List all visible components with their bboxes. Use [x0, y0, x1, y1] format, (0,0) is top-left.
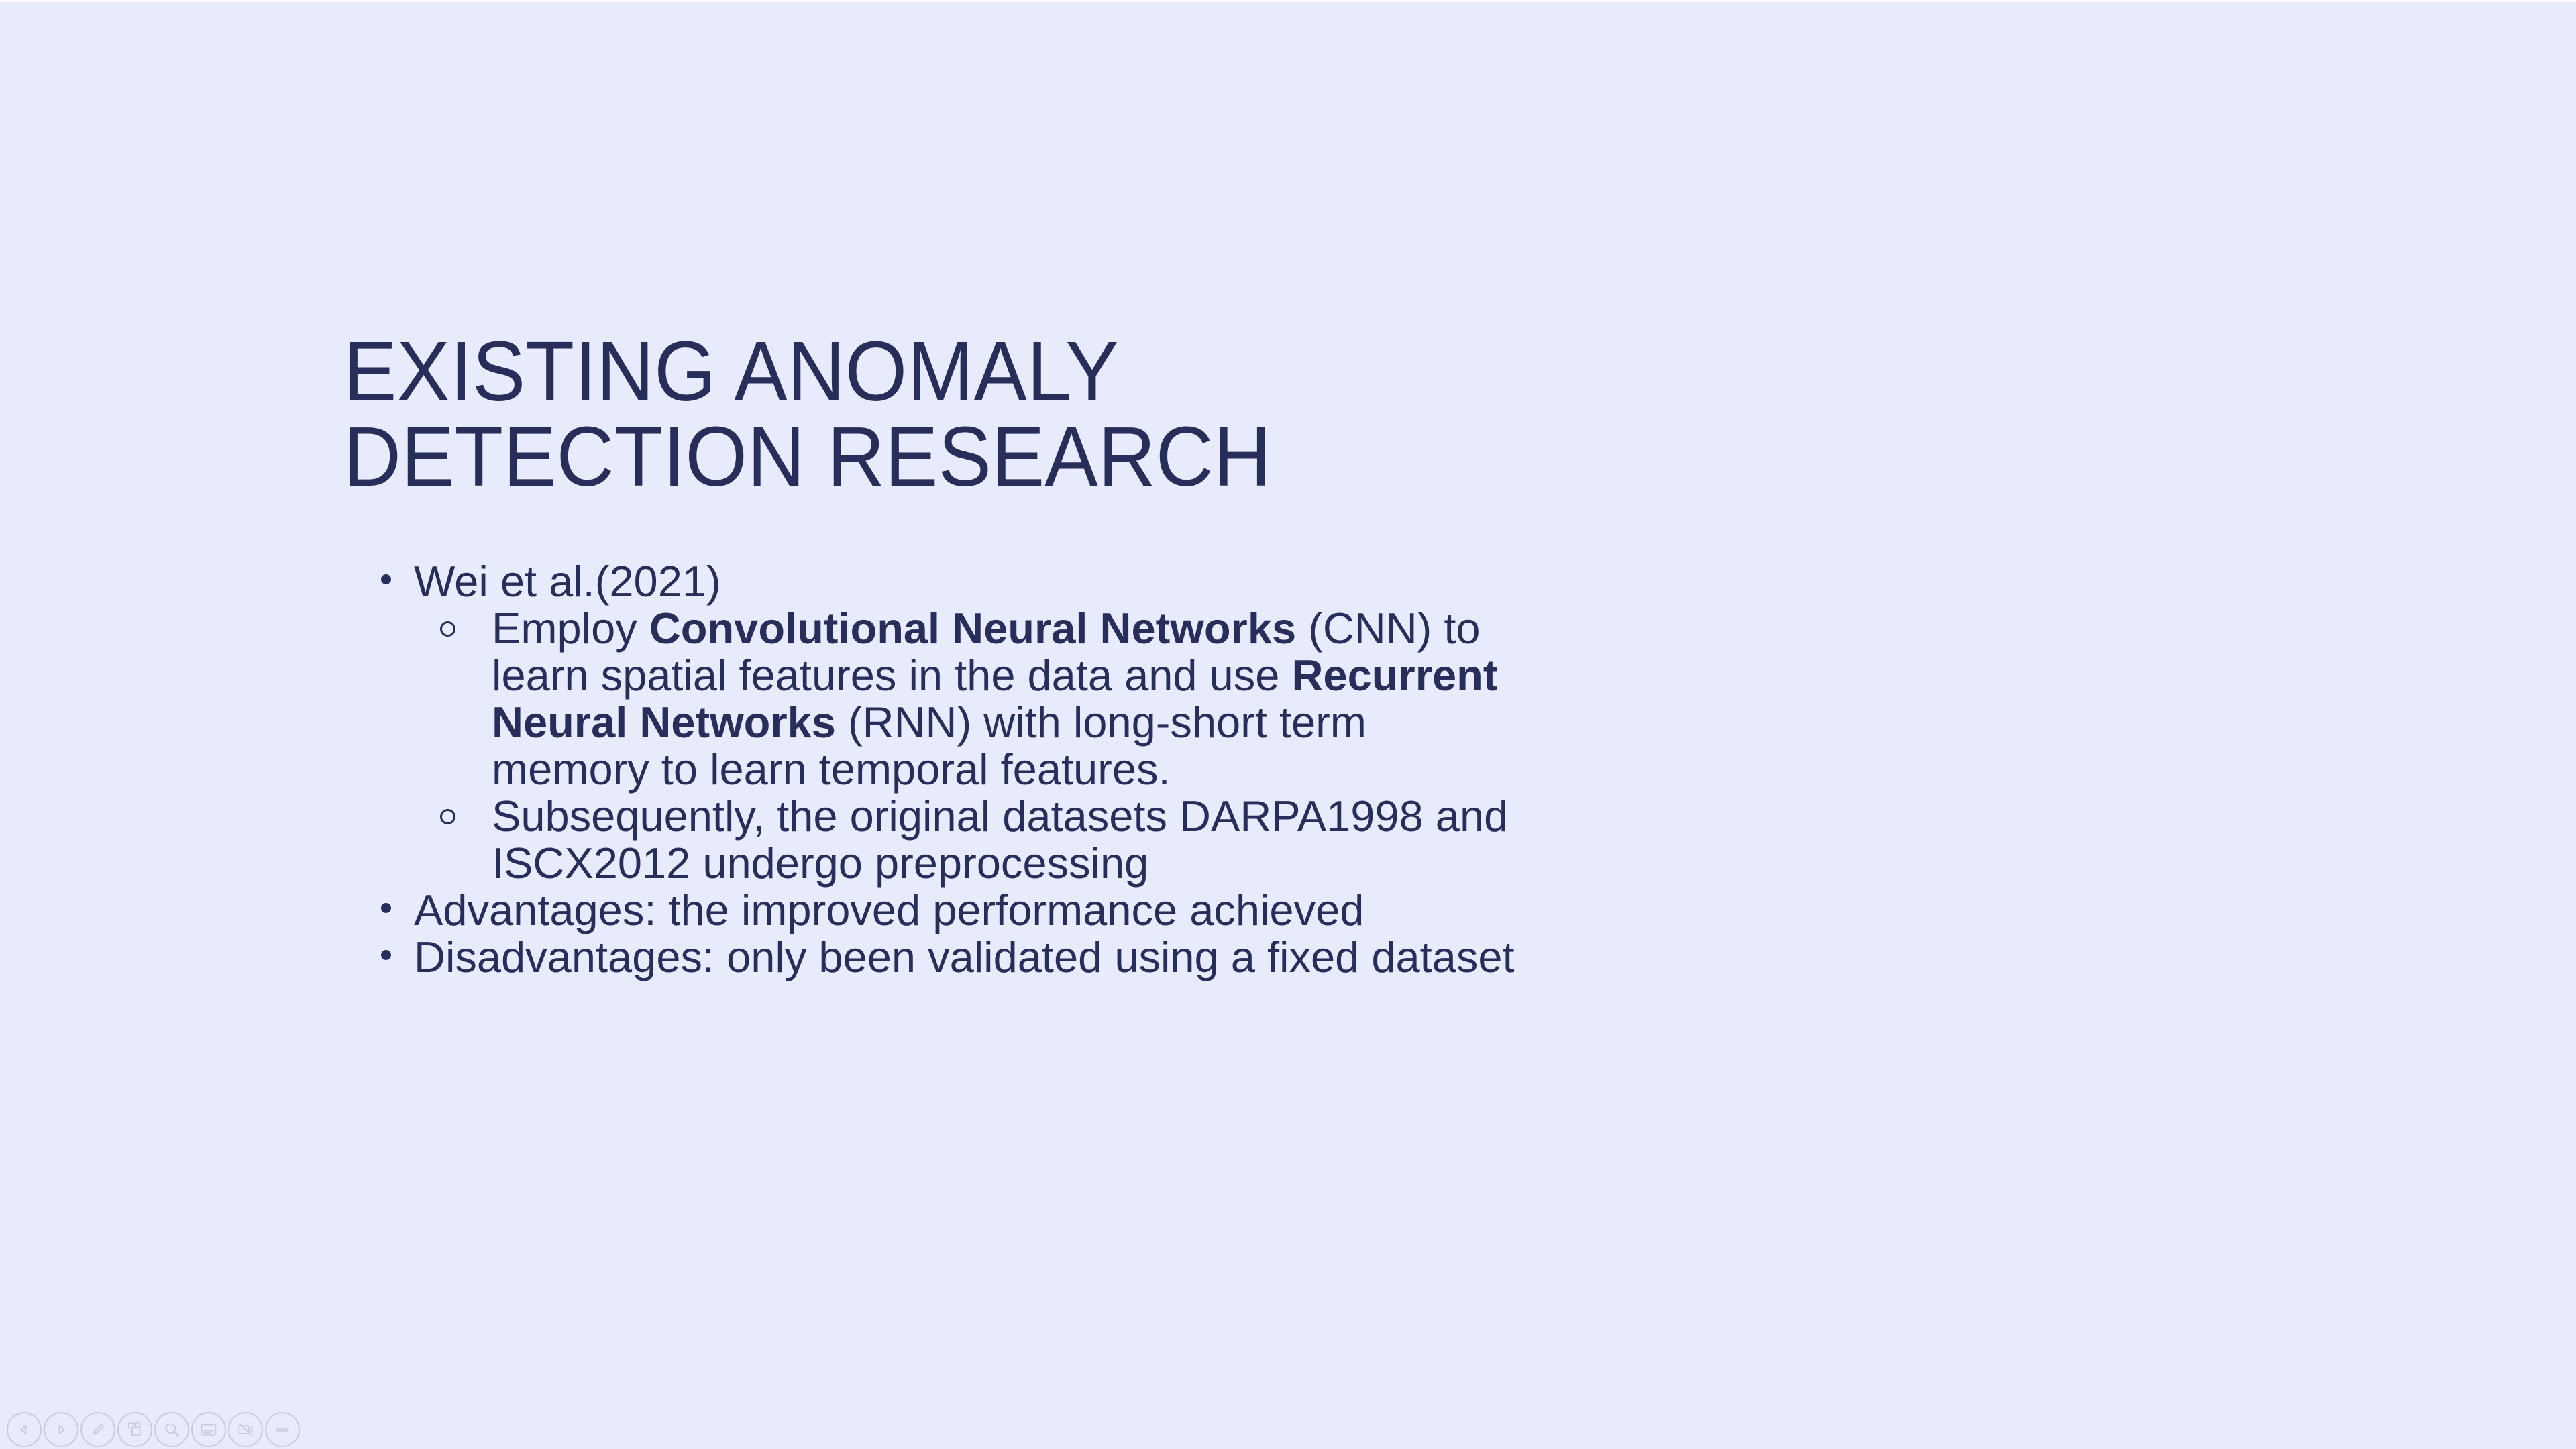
text-run: Employ	[492, 604, 649, 653]
previous-slide-icon	[13, 1419, 35, 1440]
presenter-toolbar	[7, 1412, 300, 1447]
text-run: Subsequently, the original datasets DARPA1998 and	[492, 792, 1509, 841]
slide-grid-icon	[124, 1419, 146, 1440]
slide-title	[343, 324, 1271, 504]
text-run: Disadvantages: only been validated using a fixed dataset	[414, 932, 1515, 981]
magnifier-icon	[161, 1419, 182, 1440]
top-edge-strip	[0, 0, 2576, 2]
text-run: ISCX2012 undergo preprocessing	[492, 839, 1149, 888]
more-options-icon	[272, 1419, 293, 1440]
text-run: Advantages: the improved performance achieved	[414, 885, 1364, 934]
filled-bullet-marker	[381, 903, 391, 913]
bullet-item-disadvantages	[380, 934, 1515, 981]
pen-button[interactable]	[80, 1412, 115, 1447]
slide-title-line2: DETECTION RESEARCH	[343, 409, 1271, 504]
filled-bullet-marker	[381, 950, 391, 960]
text-run-bold: Convolutional Neural Networks	[649, 604, 1297, 653]
text-run-bold: Recurrent	[1291, 651, 1498, 700]
next-slide-icon	[50, 1419, 72, 1440]
slide-grid-button[interactable]	[117, 1412, 152, 1447]
text-run: learn spatial features in the data and use	[492, 651, 1292, 700]
hollow-bullet-marker	[440, 621, 455, 637]
text-run: Wei et al.(2021)	[414, 557, 721, 606]
bullet-item-cnn-rnn	[380, 605, 1515, 793]
hollow-bullet-marker	[440, 809, 455, 824]
slide-body	[380, 558, 1515, 981]
slide-title-line1: EXISTING ANOMALY	[343, 324, 1119, 419]
camera-off-icon	[235, 1419, 256, 1440]
captions-icon	[198, 1419, 219, 1440]
bullet-item-datasets	[380, 793, 1515, 887]
more-options-button[interactable]	[265, 1412, 300, 1447]
captions-button[interactable]	[191, 1412, 226, 1447]
text-run: (CNN) to	[1296, 604, 1481, 653]
text-run: memory to learn temporal features.	[492, 745, 1171, 794]
filled-bullet-marker	[381, 574, 391, 584]
zoom-button[interactable]	[154, 1412, 189, 1447]
previous-slide-button[interactable]	[7, 1412, 42, 1447]
pen-icon	[87, 1419, 109, 1440]
bullet-item-wei	[380, 558, 1515, 605]
bullet-item-advantages	[380, 887, 1515, 934]
text-run: (RNN) with long-short term	[835, 698, 1366, 747]
text-run-bold: Neural Networks	[492, 698, 836, 747]
camera-off-button[interactable]	[228, 1412, 263, 1447]
next-slide-button[interactable]	[44, 1412, 78, 1447]
